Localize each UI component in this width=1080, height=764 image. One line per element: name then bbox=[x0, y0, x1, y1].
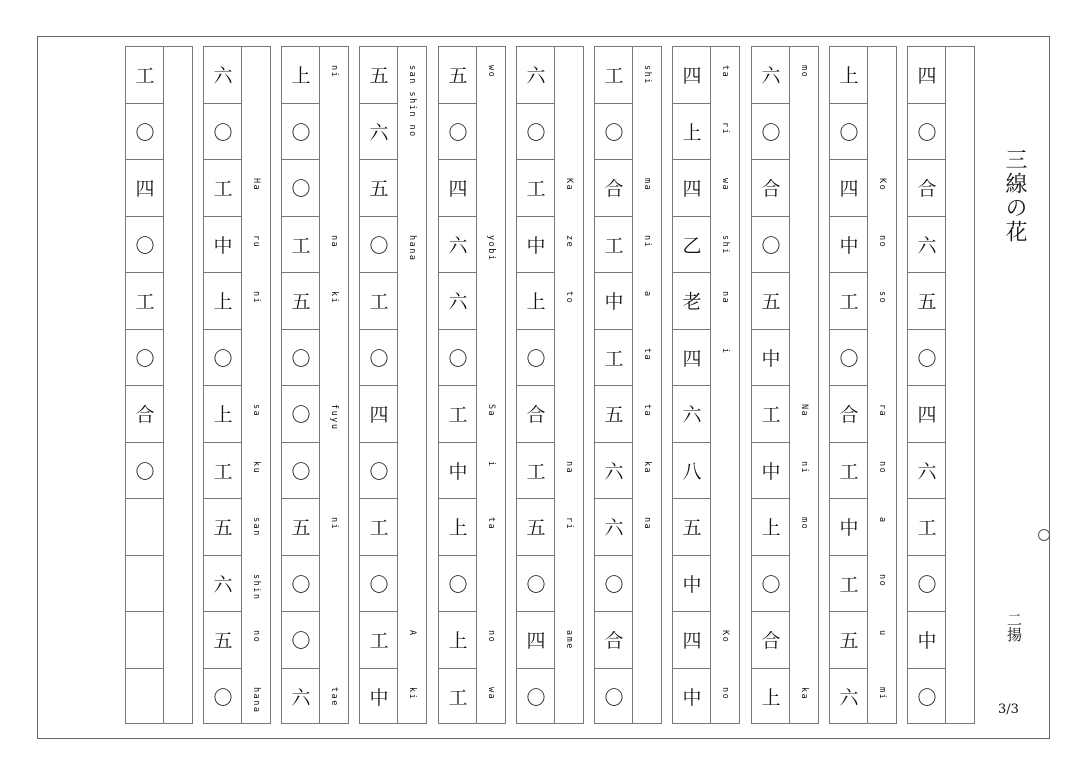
lyric-syllable: a bbox=[877, 517, 887, 524]
note-cell: 〇 bbox=[360, 217, 398, 274]
note-cell: 合 bbox=[830, 386, 868, 443]
note-cell: 合 bbox=[126, 386, 164, 443]
lyric-strip bbox=[241, 47, 270, 723]
lyric-syllable: wa bbox=[486, 686, 496, 700]
lyric-syllable: mo bbox=[799, 517, 809, 531]
note-cell bbox=[126, 612, 164, 669]
lyric-syllable: ta bbox=[642, 404, 652, 418]
score-column bbox=[359, 46, 427, 724]
lyric-syllable: ri bbox=[564, 517, 574, 531]
lyric-syllable: Ko bbox=[720, 630, 730, 644]
note-cell: 上 bbox=[752, 499, 790, 556]
lyric-syllable: no bbox=[877, 573, 887, 587]
note-cell: 五 bbox=[673, 499, 711, 556]
note-cell: 六 bbox=[517, 47, 555, 104]
lyric-syllable: ni bbox=[642, 234, 652, 248]
note-cell: 〇 bbox=[282, 386, 320, 443]
note-cell: 〇 bbox=[517, 556, 555, 613]
lyric-syllable: to bbox=[564, 291, 574, 305]
note-cell: 四 bbox=[673, 160, 711, 217]
lyric-syllable: Ka bbox=[564, 178, 574, 192]
lyric-syllable: yobi bbox=[486, 234, 496, 261]
lyric-syllable: mo bbox=[799, 65, 809, 79]
note-cell: 六 bbox=[595, 499, 633, 556]
lyric-syllable: i bbox=[486, 460, 496, 468]
note-cell: 〇 bbox=[517, 330, 555, 387]
note-cell: 四 bbox=[126, 160, 164, 217]
note-cell: 〇 bbox=[282, 443, 320, 500]
note-cell: 五 bbox=[204, 612, 242, 669]
note-cell: 六 bbox=[908, 217, 946, 274]
note-cell: 中 bbox=[830, 217, 868, 274]
lyric-syllable: ri bbox=[720, 121, 730, 135]
lyric-syllable: ni bbox=[251, 291, 261, 305]
score-column bbox=[281, 46, 349, 724]
score-column bbox=[672, 46, 740, 724]
lyric-syllable: u bbox=[877, 630, 887, 637]
note-cell: 六 bbox=[752, 47, 790, 104]
note-cell: 乙 bbox=[673, 217, 711, 274]
note-cell: 四 bbox=[673, 612, 711, 669]
note-cell: 工 bbox=[439, 386, 477, 443]
note-cell: 工 bbox=[204, 443, 242, 500]
lyric-syllable: fuyu bbox=[329, 404, 339, 431]
note-cell: 合 bbox=[908, 160, 946, 217]
score-column bbox=[203, 46, 271, 724]
note-cell: 工 bbox=[360, 612, 398, 669]
lyric-syllable: san shin no bbox=[407, 65, 417, 138]
lyric-syllable: ki bbox=[407, 686, 417, 700]
note-cell: 五 bbox=[595, 386, 633, 443]
lyric-syllable: no bbox=[877, 460, 887, 474]
note-cell: 六 bbox=[204, 47, 242, 104]
note-cell: 工 bbox=[517, 443, 555, 500]
note-cell: 中 bbox=[682, 687, 702, 710]
note-cell: 合 bbox=[595, 612, 633, 669]
lyric-syllable: shin bbox=[251, 573, 261, 600]
note-cell: 〇 bbox=[204, 330, 242, 387]
note-cell: 上 bbox=[204, 386, 242, 443]
note-cell: 工 bbox=[360, 273, 398, 330]
note-cell: 工 bbox=[126, 47, 164, 104]
note-cell: 〇 bbox=[126, 443, 164, 500]
lyric-syllable: no bbox=[251, 630, 261, 644]
lyric-syllable: tae bbox=[329, 686, 339, 707]
note-cell: 〇 bbox=[360, 330, 398, 387]
note-cell: 上 bbox=[282, 47, 320, 104]
note-cell: 工 bbox=[830, 443, 868, 500]
lyric-syllable: hana bbox=[251, 686, 261, 713]
note-cell: 五 bbox=[908, 273, 946, 330]
note-cell: 上 bbox=[517, 273, 555, 330]
note-cell: 工 bbox=[282, 217, 320, 274]
note-cell: 四 bbox=[908, 47, 946, 104]
note-cell: 〇 bbox=[126, 330, 164, 387]
note-cell: 四 bbox=[830, 160, 868, 217]
note-cell: 〇 bbox=[917, 687, 937, 710]
note-cell: 合 bbox=[752, 160, 790, 217]
lyric-strip bbox=[945, 47, 974, 723]
note-cell: 上 bbox=[439, 612, 477, 669]
note-cell: 四 bbox=[439, 160, 477, 217]
note-cell: 〇 bbox=[830, 330, 868, 387]
score-column bbox=[907, 46, 975, 724]
note-cell: 六 bbox=[291, 687, 311, 710]
note-cell: 〇 bbox=[126, 217, 164, 274]
note-cell: 上 bbox=[830, 47, 868, 104]
note-cell: 〇 bbox=[526, 687, 546, 710]
note-cell: 老 bbox=[673, 273, 711, 330]
lyric-syllable: ta bbox=[642, 347, 652, 361]
lyric-strip bbox=[163, 47, 192, 723]
note-cell: 上 bbox=[673, 104, 711, 161]
lyric-syllable: ka bbox=[642, 460, 652, 474]
note-cell: 〇 bbox=[282, 160, 320, 217]
note-cell: 〇 bbox=[360, 443, 398, 500]
note-cell: 六 bbox=[439, 273, 477, 330]
lyric-syllable: ta bbox=[486, 517, 496, 531]
lyric-strip bbox=[867, 47, 896, 723]
binder-hole-icon bbox=[1038, 529, 1050, 541]
note-cell: 四 bbox=[360, 386, 398, 443]
note-cell: 〇 bbox=[908, 330, 946, 387]
note-cell: 〇 bbox=[282, 104, 320, 161]
note-cell: 工 bbox=[448, 687, 468, 710]
note-cell bbox=[126, 556, 164, 613]
note-cell: 〇 bbox=[595, 556, 633, 613]
lyric-syllable: ku bbox=[251, 460, 261, 474]
lyric-syllable: Ko bbox=[877, 178, 887, 192]
note-cell: 五 bbox=[282, 499, 320, 556]
note-cell: 〇 bbox=[282, 330, 320, 387]
note-cell: 工 bbox=[360, 499, 398, 556]
lyric-syllable: na bbox=[329, 234, 339, 248]
note-cell: 工 bbox=[126, 273, 164, 330]
lyric-strip bbox=[632, 47, 661, 723]
lyric-syllable: ze bbox=[564, 234, 574, 248]
note-cell: 工 bbox=[595, 330, 633, 387]
note-cell: 六 bbox=[595, 443, 633, 500]
note-cell: 工 bbox=[830, 556, 868, 613]
note-cell: 工 bbox=[908, 499, 946, 556]
lyric-syllable: ma bbox=[642, 178, 652, 192]
note-cell: 中 bbox=[673, 556, 711, 613]
note-cell: 四 bbox=[908, 386, 946, 443]
note-cell: 中 bbox=[908, 612, 946, 669]
note-cell: 中 bbox=[752, 443, 790, 500]
note-cell: 〇 bbox=[752, 104, 790, 161]
note-cell: 中 bbox=[439, 443, 477, 500]
note-cell: 五 bbox=[517, 499, 555, 556]
note-cell: 工 bbox=[517, 160, 555, 217]
note-cell: 〇 bbox=[282, 612, 320, 669]
note-cell: 五 bbox=[204, 499, 242, 556]
note-cell bbox=[126, 669, 164, 726]
score-column bbox=[751, 46, 819, 724]
note-cell: 六 bbox=[908, 443, 946, 500]
lyric-syllable: A bbox=[407, 630, 417, 637]
lyric-syllable: ra bbox=[877, 404, 887, 418]
score-column bbox=[829, 46, 897, 724]
score-column bbox=[125, 46, 193, 724]
note-cell: 〇 bbox=[752, 217, 790, 274]
note-cell: 合 bbox=[517, 386, 555, 443]
note-cell: 〇 bbox=[213, 687, 233, 710]
lyric-syllable: so bbox=[877, 291, 887, 305]
note-cell: 四 bbox=[673, 47, 711, 104]
lyric-syllable: na bbox=[642, 517, 652, 531]
note-cell: 〇 bbox=[204, 104, 242, 161]
note-cell: 〇 bbox=[830, 104, 868, 161]
lyric-syllable: na bbox=[564, 460, 574, 474]
note-cell: 八 bbox=[673, 443, 711, 500]
note-cell: 中 bbox=[595, 273, 633, 330]
score-column bbox=[516, 46, 584, 724]
note-cell: 中 bbox=[830, 499, 868, 556]
lyric-syllable: na bbox=[720, 291, 730, 305]
lyric-syllable: Na bbox=[799, 404, 809, 418]
note-cell: 六 bbox=[673, 386, 711, 443]
note-cell bbox=[126, 499, 164, 556]
note-cell: 〇 bbox=[908, 556, 946, 613]
note-cell: 〇 bbox=[908, 104, 946, 161]
lyric-strip bbox=[476, 47, 505, 723]
note-cell: 中 bbox=[204, 217, 242, 274]
note-cell: 〇 bbox=[517, 104, 555, 161]
note-cell: 〇 bbox=[439, 104, 477, 161]
note-cell: 五 bbox=[439, 47, 477, 104]
score-column bbox=[594, 46, 662, 724]
note-cell: 上 bbox=[761, 687, 781, 710]
lyric-syllable: Ha bbox=[251, 178, 261, 192]
lyric-syllable: no bbox=[486, 630, 496, 644]
lyric-syllable: ni bbox=[329, 65, 339, 79]
note-cell: 中 bbox=[369, 687, 389, 710]
note-cell: 五 bbox=[360, 47, 398, 104]
lyric-strip bbox=[789, 47, 818, 723]
note-cell: 六 bbox=[439, 217, 477, 274]
song-title: 三線の花 bbox=[1002, 148, 1027, 244]
note-cell: 工 bbox=[595, 217, 633, 274]
lyric-syllable: wa bbox=[720, 178, 730, 192]
note-cell: 四 bbox=[673, 330, 711, 387]
note-cell: 合 bbox=[595, 160, 633, 217]
lyric-syllable: ni bbox=[329, 517, 339, 531]
tuning-label: 二揚 bbox=[1005, 612, 1023, 642]
lyric-syllable: shi bbox=[642, 65, 652, 85]
lyric-syllable: wo bbox=[486, 65, 496, 79]
note-cell: 〇 bbox=[604, 687, 624, 710]
note-cell: 合 bbox=[752, 612, 790, 669]
lyric-syllable: ka bbox=[799, 686, 809, 700]
lyric-strip bbox=[554, 47, 583, 723]
lyric-syllable: ame bbox=[564, 630, 574, 650]
lyric-strip bbox=[319, 47, 348, 723]
lyric-syllable: san bbox=[251, 517, 261, 537]
note-cell: 中 bbox=[517, 217, 555, 274]
score-column bbox=[438, 46, 506, 724]
note-cell: 上 bbox=[439, 499, 477, 556]
note-cell: 五 bbox=[830, 612, 868, 669]
note-cell: 〇 bbox=[595, 104, 633, 161]
lyric-syllable: hana bbox=[407, 234, 417, 261]
note-cell: 工 bbox=[830, 273, 868, 330]
lyric-syllable: mi bbox=[877, 686, 887, 700]
note-cell: 工 bbox=[595, 47, 633, 104]
lyric-syllable: ki bbox=[329, 291, 339, 305]
lyric-syllable: Sa bbox=[486, 404, 496, 418]
lyric-syllable: no bbox=[877, 234, 887, 248]
lyric-syllable: i bbox=[720, 347, 730, 355]
note-cell: 〇 bbox=[282, 556, 320, 613]
note-cell: 〇 bbox=[360, 556, 398, 613]
lyric-syllable: shi bbox=[720, 234, 730, 255]
note-cell: 四 bbox=[517, 612, 555, 669]
lyric-syllable: ta bbox=[720, 65, 730, 79]
lyric-syllable: sa bbox=[251, 404, 261, 418]
note-cell: 五 bbox=[360, 160, 398, 217]
note-cell: 中 bbox=[752, 330, 790, 387]
note-cell: 六 bbox=[360, 104, 398, 161]
note-cell: 工 bbox=[204, 160, 242, 217]
note-cell: 〇 bbox=[439, 556, 477, 613]
page-number: 3/3 bbox=[998, 702, 1019, 717]
note-cell: 〇 bbox=[126, 104, 164, 161]
note-cell: 六 bbox=[204, 556, 242, 613]
lyric-syllable: ni bbox=[799, 460, 809, 474]
note-cell: 〇 bbox=[439, 330, 477, 387]
lyric-syllable: ru bbox=[251, 234, 261, 248]
lyric-strip bbox=[710, 47, 739, 723]
lyric-strip bbox=[397, 47, 426, 723]
note-cell: 〇 bbox=[752, 556, 790, 613]
note-cell: 上 bbox=[204, 273, 242, 330]
note-cell: 工 bbox=[752, 386, 790, 443]
lyric-syllable: a bbox=[642, 291, 652, 298]
note-cell: 五 bbox=[752, 273, 790, 330]
note-cell: 六 bbox=[839, 687, 859, 710]
lyric-syllable: no bbox=[720, 686, 730, 700]
note-cell: 五 bbox=[282, 273, 320, 330]
